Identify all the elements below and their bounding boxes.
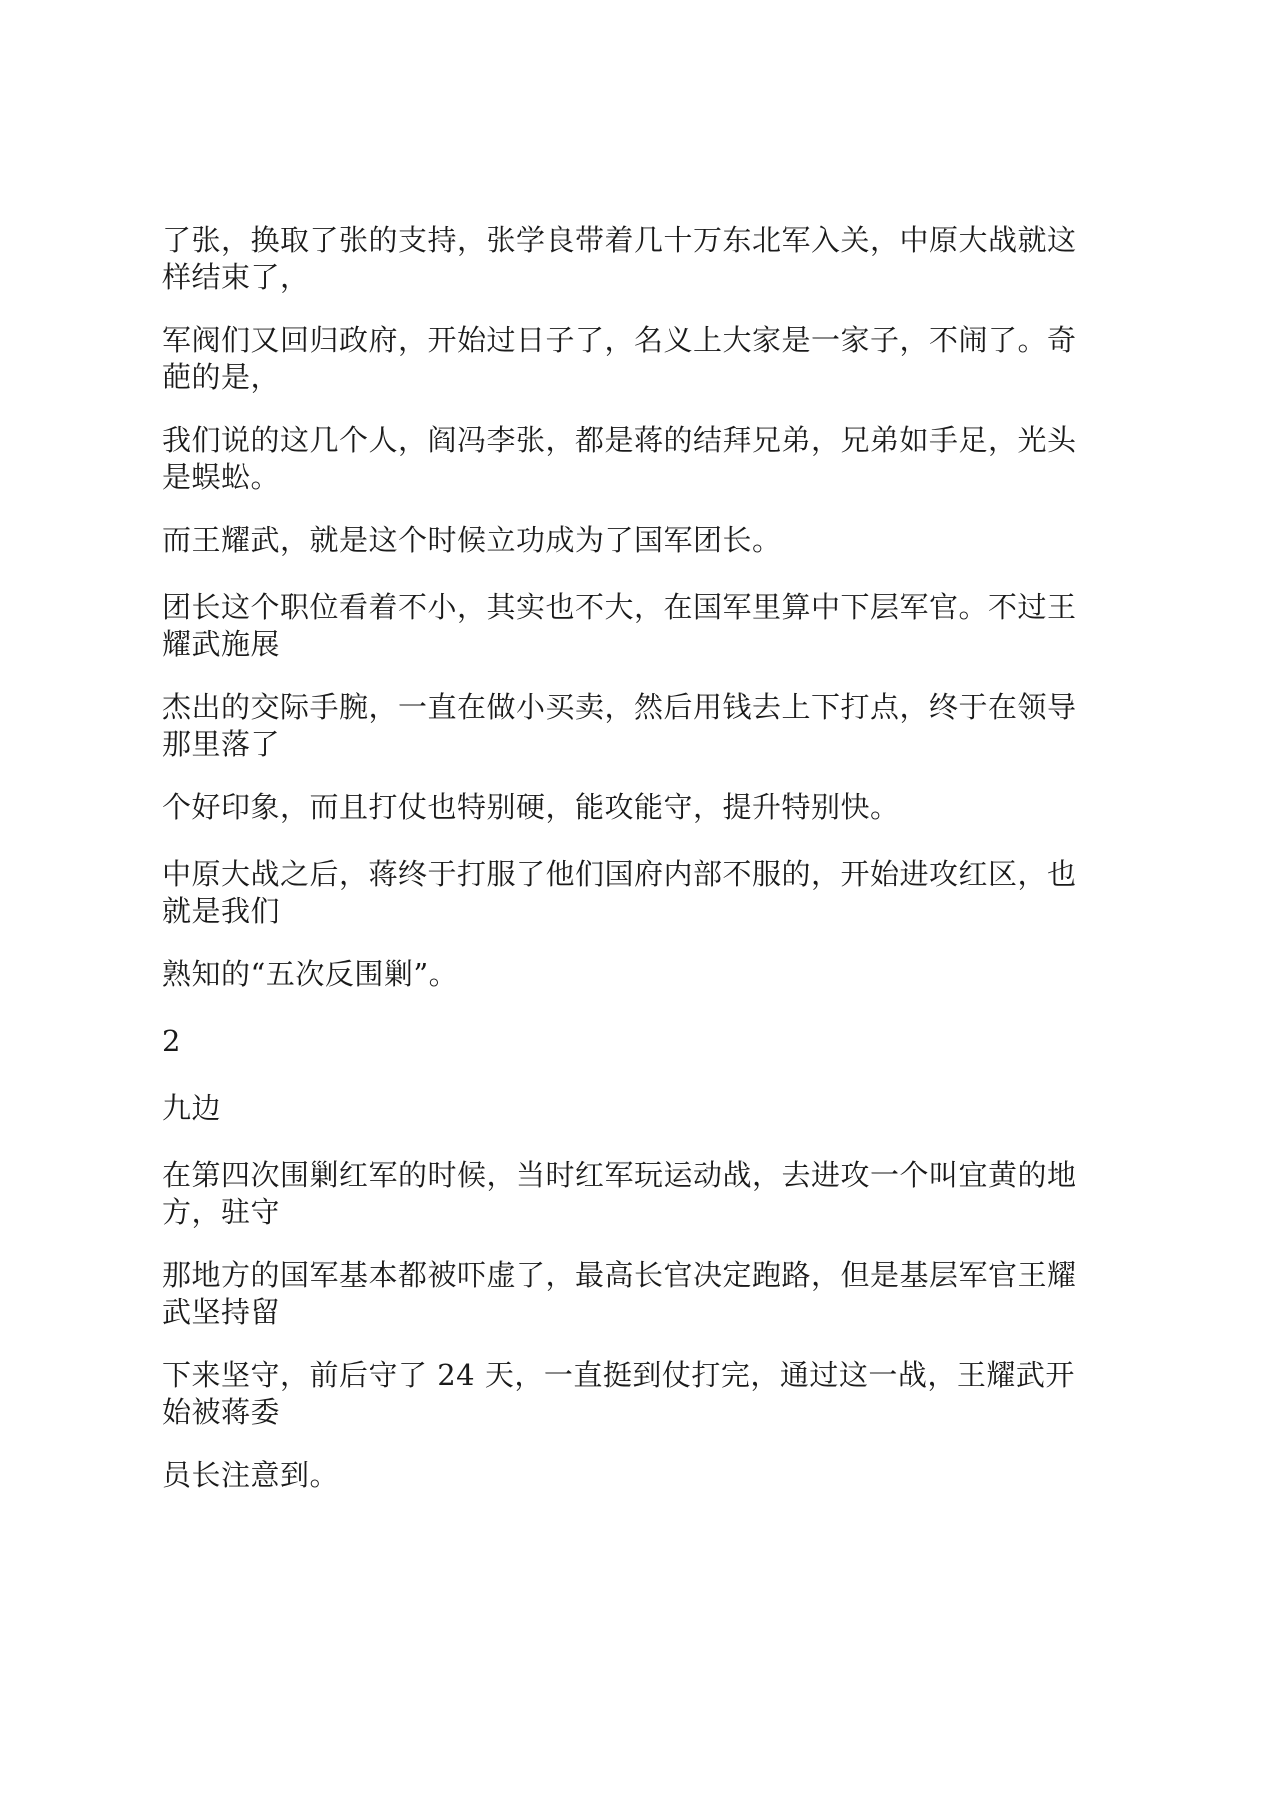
paragraph: 了张，换取了张的支持，张学良带着几十万东北军入关，中原大战就这样结束了， bbox=[162, 223, 1077, 294]
paragraph: 员长注意到。 bbox=[162, 1458, 340, 1492]
paragraph: 在第四次围剿红军的时候，当时红军玩运动战，去进攻一个叫宜黄的地方，驻守 bbox=[162, 1158, 1077, 1229]
document-body bbox=[162, 222, 1102, 1524]
paragraph: 熟知的“五次反围剿”。 bbox=[162, 957, 459, 991]
paragraph: 而王耀武，就是这个时候立功成为了国军团长。 bbox=[162, 523, 782, 557]
paragraph: 团长这个职位看着不小，其实也不大，在国军里算中下层军官。不过王耀武施展 bbox=[162, 590, 1077, 661]
paragraph: 下来坚守，前后守了 24 天，一直挺到仗打完，通过这一战，王耀武开始被蒋委 bbox=[162, 1358, 1075, 1429]
page-number: 2 bbox=[162, 1024, 181, 1058]
paragraph: 个好印象，而且打仗也特别硬，能攻能守，提升特别快。 bbox=[162, 790, 900, 824]
paragraph: 中原大战之后，蒋终于打服了他们国府内部不服的，开始进攻红区，也就是我们 bbox=[162, 857, 1077, 928]
paragraph: 军阀们又回归政府，开始过日子了，名义上大家是一家子，不闹了。奇葩的是， bbox=[162, 323, 1077, 394]
paragraph: 杰出的交际手腕，一直在做小买卖，然后用钱去上下打点，终于在领导那里落了 bbox=[162, 690, 1077, 761]
author-name: 九边 bbox=[162, 1091, 222, 1125]
paragraph: 我们说的这几个人，阎冯李张，都是蒋的结拜兄弟，兄弟如手足，光头是蜈蚣。 bbox=[162, 423, 1077, 494]
paragraph: 那地方的国军基本都被吓虚了，最高长官决定跑路，但是基层军官王耀武坚持留 bbox=[162, 1258, 1077, 1329]
